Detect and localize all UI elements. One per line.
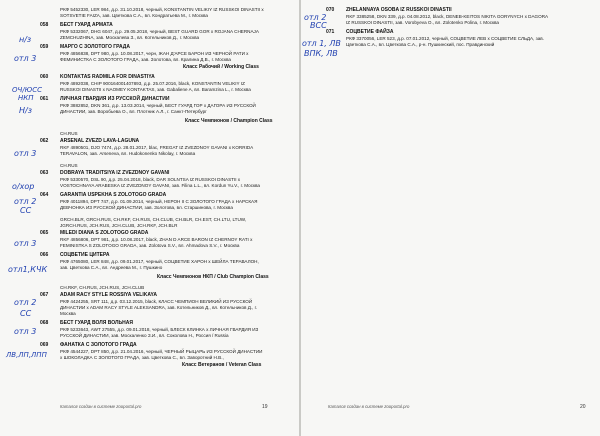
titles-line-067: CH.RKF, CH.RUS, JCH.RUS, JCH.CLUB — [60, 285, 145, 290]
handwritten-grade-061: Н/з — [19, 106, 32, 115]
entry-068-line2: РУССКОЙ ДИНАСТИИ, зав. Москаленко З.И., вл. Соколова Н., Россия / Russia — [60, 333, 229, 338]
entry-058-name: БЕСТ ГУАРД АРМАТА — [60, 22, 113, 28]
handwritten-note-071: ВПК, ЛВ — [304, 49, 338, 58]
entry-060-line2: RUSSKOI DINASTII x NAOMEY KONTAKTAS, зав. Gabaliene A, вл. Baramzina L., г. Москва — [60, 87, 251, 92]
handwritten-note-060: НКП — [18, 94, 34, 102]
left-page-number: 19 — [262, 404, 268, 410]
handwritten-grade-069: ЛВ,ЛП,ЛПП — [6, 351, 47, 359]
entry-071-name: СОЦВЕТИЕ ФАЙЗА — [346, 29, 394, 35]
entry-060-number: 060 — [40, 74, 49, 80]
entry-071-line1: РКФ 3370056, LER 523, д.р. 07.01.2012, черный, СОЦВЕТИЕ ЛЕВ х СОЦВЕТИЕ СЛЬДА, зав. — [346, 36, 545, 41]
entry-062-name: ARSENAL ZVEZD LAVA-LAGUNA — [60, 138, 140, 144]
entry-064-number: 064 — [40, 192, 49, 198]
entry-067-line1: РКФ 4424255, SRT 111, д.р. 03.12.2015, black, КЛАСС ЧЕМПИОН ВЕЛИКИЙ ИЗ РУССКОЙ — [60, 299, 253, 304]
entry-070-line2: IZ RUSSKOI DINASTII, зав. Vorobyeva O., вл. Zolotenko Polina, г. Москва — [346, 20, 499, 25]
entry-058-line1: РКФ 5332067, DHG 6047, д.р. 29.05.2018, черный, BEST GUARD GOR x ROJANA CHERNAJA — [60, 29, 259, 34]
entry-061-name: ЛИЧНАЯ ГВАРДИЯ ИЗ РУССКОЙ ДИНАСТИИ — [60, 96, 170, 102]
class-heading-veteran: Класс Ветеранов / Veteran Class — [182, 362, 262, 368]
entry-059-name: МАРГО С ЗОЛОТОГО ГРАДА — [60, 44, 130, 50]
handwritten-grade-063: о/хор — [12, 182, 35, 191]
entry-071-number: 071 — [326, 29, 335, 35]
entry-058-number: 058 — [40, 22, 49, 28]
handwritten-grade-064: отл 2 — [14, 197, 37, 206]
entry-066-line2: зав. Цветкова С.А., вл. Андреева М., г. Пушкино — [60, 265, 163, 270]
entry-069-line2: х ШОКОЛАДКА С ЗОЛОТОГО ГРАДА, зав. Цветкова С., вл. Заворотний Н.В., — [60, 355, 224, 360]
handwritten-grade-066: отл1,КЧК — [8, 265, 48, 274]
entry-064-name: GARANTIA USPEKHA S ZOLOTOGO GRADA — [60, 192, 167, 198]
right-footer-text: Каталог создан в системе zooportal.pro — [328, 404, 410, 409]
handwritten-note-067: СС — [20, 309, 32, 318]
entry-069-name: ФАНАТКА С ЗОЛОТОГО ГРАДА — [60, 342, 137, 348]
entry-069-line1: РКФ 4544227, DPT 850, д.р. 21.04.2016, черный, ЧЕРНЫЙ РЫЦАРЬ ИЗ РУССКОЙ ДИНАСТИИ — [60, 349, 263, 354]
entry-063-line1: РКФ 5330570, DSL 90, д.р. 25.04.2018, black, DAR SOLNTSA IZ RUSSKOI DINASTII x — [60, 177, 241, 182]
left-footer-text: Каталог создан в системе zooportal.pro — [60, 404, 142, 409]
entry-067-number: 067 — [40, 292, 49, 298]
handwritten-grade-058: н/з — [19, 35, 32, 44]
entry-071-line2: Цветкова С.А., вл. Цветкова С.А., р-н. Пушкинский, пос. Правдинский — [346, 42, 495, 47]
handwritten-grade-067: отл 2 — [14, 298, 37, 307]
entry-065-line2: FEMINISTKA S ZOLOTOGO GRADA, зав. Zolotova S.V., вл. Ahmadova S.V., г. Москва — [60, 243, 240, 248]
entry-060-name: KONTAKTAS RADMILA FOR DINASTIYA — [60, 74, 155, 80]
entry-069-number: 069 — [40, 342, 49, 348]
entry-068-line1: РКФ 5233643, AWT 27555, д.р. 09.01.2018, черный, БЛЕСК КЛИНКА х ЛИЧНАЯ ГВАРДИЯ ИЗ — [60, 327, 259, 332]
handwritten-grade-060: ОЧ/ЮСС — [12, 86, 42, 94]
entry-068-number: 068 — [40, 320, 49, 326]
class-heading-club-champion: Класс Чемпионов НКП / Club Champion Class — [157, 274, 269, 280]
entry-062-line2: TERAVALON, зав. Arseneva, вл. Hudokonenko Nikolay, г. Москва — [60, 151, 196, 156]
entry-058-line2: ZEMCHUZHINA, зав. Москалева З., вл. Котельников Д., г. Москва — [60, 35, 200, 40]
handwritten-grade-068: отл 3 — [14, 327, 37, 336]
handwritten-grade-059: отл 3 — [14, 54, 37, 63]
titles-line2-065: JGRCH.RUS, JCH.RUS, JCH.CLUB, JCH.RKF, JCH.BLR — [60, 223, 178, 228]
entry-062-line1: RKF 4890501, DJO 7474, д.р. 28.01.2017, blac, FREGAT IZ ZVEZDNOY GAVANI x KORRIDA — [60, 145, 254, 150]
entry-064-line1: РКФ 4011894, DPT 747, д.р. 01.09.2014, черный, НЕРОН II С ЗОЛОТОГО ГРАДА х НАРСКАЯ — [60, 199, 258, 204]
entry-066-number: 066 — [40, 252, 49, 258]
entry-061-line1: РКФ 3882852, DKN 361, д.р. 13.03.2014, черный, БЕСТ ГУАРД ГОР х ДАГОРА ИЗ РУССКОЙ — [60, 103, 256, 108]
entry-057-line1: РКФ 5452330, LER 984, д.р. 31.10.2018, черный, KONSTANTIN VELIKIY IZ RUSSKOI DINASTII x — [60, 7, 264, 12]
entry-065-line1: RKF 4856806, DPT 981, д.р. 10.08.2017, black, ZHAN D ARCE BARON IZ CHERNOY RATI x — [60, 237, 253, 242]
entry-067-line2: ДИНАСТИИ x ADAM RACY STYLE ALEKSANDRA, зав. Котельников Д., вл. Котельников Д., г. — [60, 305, 258, 310]
entry-059-number: 059 — [40, 44, 49, 50]
entry-067-name: ADAM RACY STYLE ROSSIYA VELIKAYA — [60, 292, 157, 298]
class-heading-champion: Класс Чемпионов / Champion Class — [185, 118, 273, 124]
handwritten-grade-071: отл 1, ЛВ — [302, 39, 341, 48]
entry-063-name: DOBRAYA TRADITSIYA IZ ZVEZDNOY GAVANI — [60, 170, 170, 176]
entry-066-line1: РКФ 4765080, LER 848, д.р. 09.01.2017, черный, СОЦВЕТИЕ ХАРОН х ШЕЙЛА ТЕРАВАЛОН, — [60, 259, 259, 264]
handwritten-grade-070: отл 2 — [304, 13, 327, 22]
entry-063-line2: VOSTOCHNAYA ARABESKA IZ ZVEZDNOY GAVANI, зав. Filina L.L., вл. Kordun Yu.V., г. Москва — [60, 183, 260, 188]
entry-070-line1: RKF 3385258, DKN 339, д.р. 04.08.2012, black, DENEB-KEITOS NIKITA GORYNYCH x DAGORA — [346, 14, 549, 19]
class-heading-working: Класс Рабочий / Working Class — [183, 64, 259, 70]
title-header-062: CH.RUS — [60, 131, 78, 136]
handwritten-grade-065: отл 3 — [14, 239, 37, 248]
entry-061-line2: ДИНАСТИИ, зав. Воробьева О., вл. Плотник А.Л., г. Санкт-Петербург — [60, 109, 207, 114]
right-page — [300, 0, 600, 436]
handwritten-note-070: ВСС — [310, 21, 327, 30]
entry-065-number: 065 — [40, 230, 49, 236]
title-header-063: CH.RUS — [60, 163, 78, 168]
entry-059-line2: ФЕМИНИСТКА С ЗОЛОТОГО ГРАДА, зав. Золотова, вл. Кралина Д.В., г. Москва — [60, 57, 231, 62]
entry-070-number: 070 — [326, 7, 335, 13]
entry-064-line2: ДЕВЧОНКА ИЗ РУССКОЙ ДИНАСТИИ, зав. Золотова, вл. Старшинова, г. Москва — [60, 205, 233, 210]
right-page-number: 20 — [580, 404, 586, 410]
handwritten-note-064: СС — [20, 206, 32, 215]
entry-059-line1: РКФ 4856838, DPT 980, д.р. 10.08.2017, черн, ЖАН Д'АРСЕ БАРОН ИЗ ЧЕРНОЙ РАТИ х — [60, 51, 249, 56]
handwritten-grade-062: отл 3 — [14, 149, 37, 158]
entry-063-number: 063 — [40, 170, 49, 176]
entry-067-line3: Москва — [60, 311, 76, 316]
entry-066-name: СОЦВЕТИЕ ЦИТЕРА — [60, 252, 110, 258]
entry-068-name: БЕСТ ГУАРД ВОЛЯ ВОЛЬНАЯ — [60, 320, 133, 326]
entry-070-name: ZHELANNAYA OSOBA IZ RUSSKOI DINASTII — [346, 7, 452, 13]
entry-061-number: 061 — [40, 96, 49, 102]
entry-065-name: MILEDI DIANA S ZOLOTOGO GRADA — [60, 230, 149, 236]
entry-062-number: 062 — [40, 138, 49, 144]
entry-060-line1: РКФ 4892038, CHIP 900164001407893, д.р. 25.07.2016, black, KONSTANTIN VELIKIY IZ — [60, 81, 245, 86]
titles-line1-065: GRCH.BLR, GRCH.RUS, CH.RKF, CH.RUS, CH.CLUB, CH.BLR, CH.EST, CH.LTU, LTUW, — [60, 217, 247, 222]
entry-057-line2: SOTSVETIE FAIZA, зав. Цветкова С.А., вл. Кондратьева М., г. Москва — [60, 13, 208, 18]
